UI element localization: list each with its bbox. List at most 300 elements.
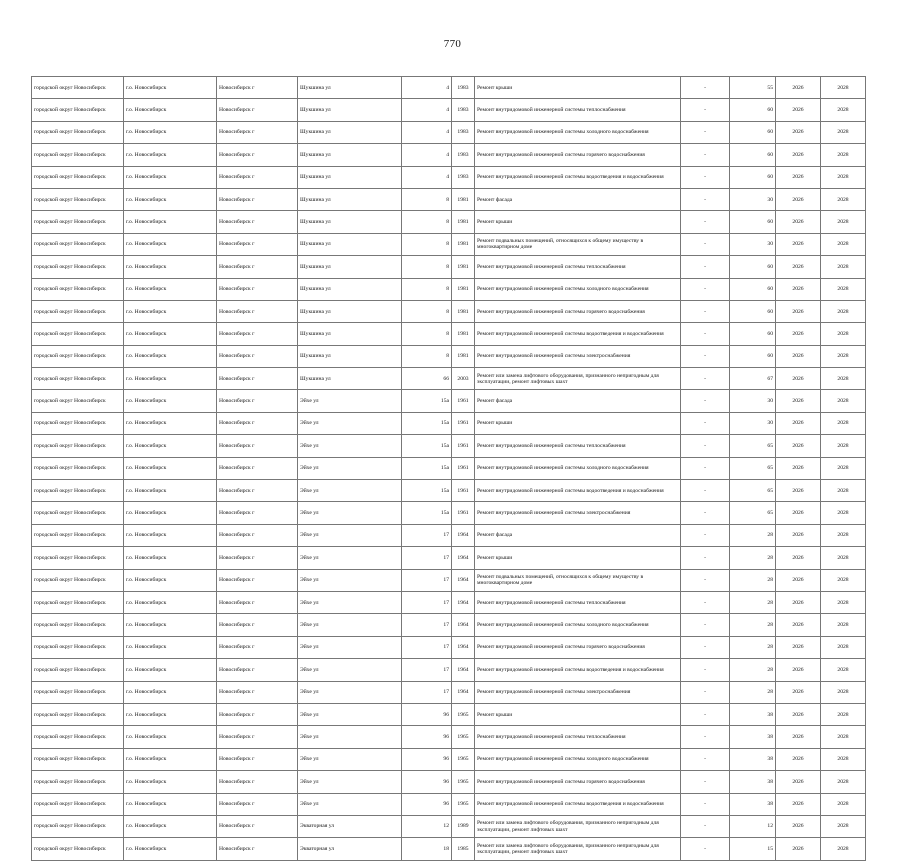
year-built-cell: 1965 [452,748,475,770]
dash-cell: - [681,77,730,99]
municipal-district-cell: городской округ Новосибирск [32,121,124,143]
street-cell: Эйхе ул [298,726,402,748]
table-row [32,77,866,99]
dash-cell: - [681,323,730,345]
settlement-cell: г.о. Новосибирск [124,726,217,748]
year-from-cell: 2026 [776,278,821,300]
settlement-cell: г.о. Новосибирск [124,614,217,636]
work-type-cell: Ремонт подвальных помещений, относящихся к общему имуществу в многоквартирном доме [475,233,681,255]
year-built-cell: 1961 [452,390,475,412]
house-number-cell: 96 [402,748,452,770]
municipal-district-cell: городской округ Новосибирск [32,502,124,524]
year-from-cell: 2026 [776,345,821,367]
municipal-district-cell: городской округ Новосибирск [32,166,124,188]
house-number-cell: 96 [402,703,452,725]
year-from-cell: 2026 [776,300,821,322]
settlement-cell: г.о. Новосибирск [124,166,217,188]
locality-cell: Новосибирск г [217,771,298,793]
work-type-cell: Ремонт или замена лифтового оборудования, признанного непригодным для эксплуатации, ремонт лифтовых шахт [475,838,681,860]
year-built-cell: 1964 [452,659,475,681]
house-number-cell: 8 [402,300,452,322]
year-to-cell: 2028 [821,390,866,412]
street-cell: Эйхе ул [298,681,402,703]
year-built-cell: 1981 [452,278,475,300]
work-type-cell: Ремонт или замена лифтового оборудования, признанного непригодным для эксплуатации, ремонт лифтовых шахт [475,368,681,390]
house-number-cell: 17 [402,569,452,591]
dash-cell: - [681,838,730,860]
year-from-cell: 2026 [776,793,821,815]
work-type-cell: Ремонт внутридомовой инженерной системы электроснабжения [475,345,681,367]
locality-cell: Новосибирск г [217,345,298,367]
street-cell: Эйхе ул [298,390,402,412]
year-to-cell: 2028 [821,569,866,591]
value-cell: 28 [730,681,776,703]
settlement-cell: г.о. Новосибирск [124,390,217,412]
dash-cell: - [681,390,730,412]
settlement-cell: г.о. Новосибирск [124,188,217,210]
year-to-cell: 2028 [821,480,866,502]
year-to-cell: 2028 [821,121,866,143]
year-to-cell: 2028 [821,457,866,479]
year-from-cell: 2026 [776,121,821,143]
dash-cell: - [681,591,730,613]
house-number-cell: 8 [402,278,452,300]
house-number-cell: 4 [402,144,452,166]
municipal-district-cell: городской округ Новосибирск [32,636,124,658]
house-number-cell: 15а [402,502,452,524]
locality-cell: Новосибирск г [217,457,298,479]
locality-cell: Новосибирск г [217,726,298,748]
municipal-district-cell: городской округ Новосибирск [32,233,124,255]
locality-cell: Новосибирск г [217,300,298,322]
settlement-cell: г.о. Новосибирск [124,838,217,860]
work-type-cell: Ремонт внутридомовой инженерной системы теплоснабжения [475,591,681,613]
house-number-cell: 17 [402,636,452,658]
settlement-cell: г.о. Новосибирск [124,591,217,613]
work-type-cell: Ремонт фасада [475,188,681,210]
house-number-cell: 15а [402,390,452,412]
value-cell: 55 [730,77,776,99]
work-type-cell: Ремонт внутридомовой инженерной системы теплоснабжения [475,435,681,457]
table-row [32,144,866,166]
municipal-district-cell: городской округ Новосибирск [32,569,124,591]
year-from-cell: 2026 [776,591,821,613]
house-number-cell: 8 [402,345,452,367]
street-cell: Эйхе ул [298,502,402,524]
municipal-district-cell: городской округ Новосибирск [32,815,124,837]
work-type-cell: Ремонт крыши [475,547,681,569]
year-built-cell: 1981 [452,345,475,367]
municipal-district-cell: городской округ Новосибирск [32,793,124,815]
municipal-district-cell: городской округ Новосибирск [32,211,124,233]
settlement-cell: г.о. Новосибирск [124,368,217,390]
year-to-cell: 2028 [821,278,866,300]
locality-cell: Новосибирск г [217,815,298,837]
street-cell: Шукшина ул [298,278,402,300]
year-built-cell: 1965 [452,726,475,748]
year-to-cell: 2028 [821,636,866,658]
value-cell: 38 [730,703,776,725]
value-cell: 30 [730,188,776,210]
municipal-district-cell: городской округ Новосибирск [32,681,124,703]
locality-cell: Новосибирск г [217,681,298,703]
table-row [32,166,866,188]
dash-cell: - [681,211,730,233]
work-type-cell: Ремонт внутридомовой инженерной системы холодного водоснабжения [475,748,681,770]
house-number-cell: 15а [402,457,452,479]
table-row [32,659,866,681]
value-cell: 28 [730,591,776,613]
table-row [32,614,866,636]
house-number-cell: 15а [402,412,452,434]
year-to-cell: 2028 [821,77,866,99]
street-cell: Эйхе ул [298,748,402,770]
work-type-cell: Ремонт фасада [475,524,681,546]
table-row [32,121,866,143]
value-cell: 15 [730,838,776,860]
table-row [32,793,866,815]
street-cell: Шукшина ул [298,144,402,166]
settlement-cell: г.о. Новосибирск [124,345,217,367]
year-from-cell: 2026 [776,211,821,233]
value-cell: 28 [730,614,776,636]
value-cell: 60 [730,99,776,121]
value-cell: 38 [730,726,776,748]
settlement-cell: г.о. Новосибирск [124,278,217,300]
municipal-district-cell: городской округ Новосибирск [32,256,124,278]
work-type-cell: Ремонт внутридомовой инженерной системы холодного водоснабжения [475,121,681,143]
settlement-cell: г.о. Новосибирск [124,502,217,524]
table-row [32,703,866,725]
settlement-cell: г.о. Новосибирск [124,211,217,233]
year-from-cell: 2026 [776,636,821,658]
settlement-cell: г.о. Новосибирск [124,480,217,502]
locality-cell: Новосибирск г [217,144,298,166]
settlement-cell: г.о. Новосибирск [124,256,217,278]
year-built-cell: 1981 [452,256,475,278]
year-to-cell: 2028 [821,524,866,546]
year-from-cell: 2026 [776,435,821,457]
municipal-district-cell: городской округ Новосибирск [32,591,124,613]
house-number-cell: 8 [402,256,452,278]
settlement-cell: г.о. Новосибирск [124,815,217,837]
locality-cell: Новосибирск г [217,524,298,546]
year-from-cell: 2026 [776,771,821,793]
year-to-cell: 2028 [821,166,866,188]
locality-cell: Новосибирск г [217,614,298,636]
municipal-district-cell: городской округ Новосибирск [32,659,124,681]
work-type-cell: Ремонт внутридомовой инженерной системы водоотведения и водоснабжения [475,659,681,681]
value-cell: 60 [730,144,776,166]
table-row [32,726,866,748]
value-cell: 60 [730,256,776,278]
settlement-cell: г.о. Новосибирск [124,748,217,770]
municipal-district-cell: городской округ Новосибирск [32,300,124,322]
year-built-cell: 1961 [452,412,475,434]
locality-cell: Новосибирск г [217,591,298,613]
year-built-cell: 1961 [452,502,475,524]
table-row [32,547,866,569]
street-cell: Эйхе ул [298,547,402,569]
house-number-cell: 4 [402,166,452,188]
municipal-district-cell: городской округ Новосибирск [32,77,124,99]
municipal-district-cell: городской округ Новосибирск [32,435,124,457]
year-from-cell: 2026 [776,815,821,837]
work-type-cell: Ремонт подвальных помещений, относящихся к общему имуществу в многоквартирном доме [475,569,681,591]
value-cell: 28 [730,547,776,569]
dash-cell: - [681,435,730,457]
street-cell: Эйхе ул [298,636,402,658]
year-to-cell: 2028 [821,838,866,860]
dash-cell: - [681,681,730,703]
dash-cell: - [681,412,730,434]
dash-cell: - [681,502,730,524]
table-row [32,480,866,502]
year-built-cell: 1961 [452,457,475,479]
locality-cell: Новосибирск г [217,838,298,860]
year-from-cell: 2026 [776,726,821,748]
year-from-cell: 2026 [776,166,821,188]
locality-cell: Новосибирск г [217,211,298,233]
dash-cell: - [681,815,730,837]
year-from-cell: 2026 [776,412,821,434]
house-number-cell: 17 [402,547,452,569]
table-row [32,390,866,412]
house-number-cell: 12 [402,815,452,837]
locality-cell: Новосибирск г [217,368,298,390]
municipal-district-cell: городской округ Новосибирск [32,524,124,546]
value-cell: 30 [730,412,776,434]
work-type-cell: Ремонт крыши [475,211,681,233]
settlement-cell: г.о. Новосибирск [124,569,217,591]
municipal-district-cell: городской округ Новосибирск [32,614,124,636]
street-cell: Шукшина ул [298,256,402,278]
dash-cell: - [681,748,730,770]
table-row [32,256,866,278]
table-row [32,300,866,322]
work-type-cell: Ремонт внутридомовой инженерной системы теплоснабжения [475,726,681,748]
value-cell: 12 [730,815,776,837]
settlement-cell: г.о. Новосибирск [124,524,217,546]
dash-cell: - [681,659,730,681]
value-cell: 38 [730,748,776,770]
year-from-cell: 2026 [776,233,821,255]
year-built-cell: 1981 [452,211,475,233]
municipal-district-cell: городской округ Новосибирск [32,838,124,860]
house-number-cell: 8 [402,188,452,210]
year-built-cell: 1965 [452,793,475,815]
street-cell: Шукшина ул [298,99,402,121]
street-cell: Шукшина ул [298,211,402,233]
year-to-cell: 2028 [821,412,866,434]
year-to-cell: 2028 [821,345,866,367]
table-row [32,457,866,479]
dash-cell: - [681,278,730,300]
house-number-cell: 15а [402,435,452,457]
street-cell: Эйхе ул [298,412,402,434]
house-number-cell: 8 [402,323,452,345]
work-type-cell: Ремонт внутридомовой инженерной системы холодного водоснабжения [475,457,681,479]
street-cell: Эйхе ул [298,591,402,613]
locality-cell: Новосибирск г [217,390,298,412]
year-from-cell: 2026 [776,144,821,166]
municipal-district-cell: городской округ Новосибирск [32,99,124,121]
municipal-district-cell: городской округ Новосибирск [32,703,124,725]
work-type-cell: Ремонт внутридомовой инженерной системы водоотведения и водоснабжения [475,166,681,188]
work-type-cell: Ремонт внутридомовой инженерной системы горячего водоснабжения [475,144,681,166]
year-to-cell: 2028 [821,99,866,121]
year-from-cell: 2026 [776,838,821,860]
municipal-district-cell: городской округ Новосибирск [32,144,124,166]
municipal-district-cell: городской округ Новосибирск [32,323,124,345]
table-row [32,345,866,367]
settlement-cell: г.о. Новосибирск [124,121,217,143]
house-number-cell: 17 [402,614,452,636]
year-built-cell: 1964 [452,569,475,591]
street-cell: Шукшина ул [298,368,402,390]
street-cell: Эйхе ул [298,793,402,815]
settlement-cell: г.о. Новосибирск [124,703,217,725]
year-built-cell: 1981 [452,323,475,345]
work-type-cell: Ремонт крыши [475,77,681,99]
dash-cell: - [681,368,730,390]
value-cell: 38 [730,771,776,793]
page-number: 770 [443,38,462,50]
municipal-district-cell: городской округ Новосибирск [32,278,124,300]
street-cell: Эйхе ул [298,457,402,479]
settlement-cell: г.о. Новосибирск [124,99,217,121]
dash-cell: - [681,300,730,322]
settlement-cell: г.о. Новосибирск [124,323,217,345]
settlement-cell: г.о. Новосибирск [124,233,217,255]
year-to-cell: 2028 [821,815,866,837]
dash-cell: - [681,166,730,188]
dash-cell: - [681,457,730,479]
street-cell: Шукшина ул [298,188,402,210]
dash-cell: - [681,703,730,725]
table-row [32,569,866,591]
locality-cell: Новосибирск г [217,793,298,815]
house-number-cell: 15а [402,480,452,502]
street-cell: Шукшина ул [298,121,402,143]
year-built-cell: 1961 [452,480,475,502]
value-cell: 67 [730,368,776,390]
locality-cell: Новосибирск г [217,636,298,658]
year-from-cell: 2026 [776,703,821,725]
municipal-district-cell: городской округ Новосибирск [32,368,124,390]
year-built-cell: 1964 [452,524,475,546]
table-row [32,278,866,300]
year-to-cell: 2028 [821,256,866,278]
year-to-cell: 2028 [821,502,866,524]
year-from-cell: 2026 [776,256,821,278]
table-row [32,681,866,703]
house-number-cell: 96 [402,793,452,815]
house-number-cell: 8 [402,233,452,255]
settlement-cell: г.о. Новосибирск [124,793,217,815]
year-from-cell: 2026 [776,99,821,121]
street-cell: Эйхе ул [298,703,402,725]
work-type-cell: Ремонт внутридомовой инженерной системы электроснабжения [475,681,681,703]
locality-cell: Новосибирск г [217,569,298,591]
year-built-cell: 1989 [452,815,475,837]
table-row [32,368,866,390]
year-built-cell: 1981 [452,188,475,210]
municipal-district-cell: городской округ Новосибирск [32,390,124,412]
street-cell: Шукшина ул [298,345,402,367]
value-cell: 38 [730,793,776,815]
year-from-cell: 2026 [776,368,821,390]
year-from-cell: 2026 [776,569,821,591]
street-cell: Эйхе ул [298,659,402,681]
work-type-cell: Ремонт внутридомовой инженерной системы горячего водоснабжения [475,300,681,322]
house-number-cell: 8 [402,211,452,233]
settlement-cell: г.о. Новосибирск [124,300,217,322]
year-built-cell: 1985 [452,838,475,860]
dash-cell: - [681,233,730,255]
dash-cell: - [681,121,730,143]
locality-cell: Новосибирск г [217,480,298,502]
year-built-cell: 1964 [452,547,475,569]
year-built-cell: 1983 [452,121,475,143]
dash-cell: - [681,569,730,591]
dash-cell: - [681,793,730,815]
dash-cell: - [681,614,730,636]
dash-cell: - [681,144,730,166]
house-number-cell: 4 [402,99,452,121]
municipal-district-cell: городской округ Новосибирск [32,345,124,367]
locality-cell: Новосибирск г [217,166,298,188]
dash-cell: - [681,480,730,502]
dash-cell: - [681,188,730,210]
value-cell: 60 [730,323,776,345]
house-number-cell: 17 [402,681,452,703]
year-to-cell: 2028 [821,703,866,725]
municipal-district-cell: городской округ Новосибирск [32,480,124,502]
settlement-cell: г.о. Новосибирск [124,636,217,658]
municipal-district-cell: городской округ Новосибирск [32,771,124,793]
year-to-cell: 2028 [821,793,866,815]
house-number-cell: 4 [402,121,452,143]
work-type-cell: Ремонт внутридомовой инженерной системы водоотведения и водоснабжения [475,480,681,502]
municipal-district-cell: городской округ Новосибирск [32,726,124,748]
year-from-cell: 2026 [776,748,821,770]
table-row [32,211,866,233]
street-cell: Эйхе ул [298,614,402,636]
work-type-cell: Ремонт внутридомовой инженерной системы холодного водоснабжения [475,614,681,636]
dash-cell: - [681,726,730,748]
year-from-cell: 2026 [776,614,821,636]
year-from-cell: 2026 [776,547,821,569]
work-type-cell: Ремонт фасада [475,390,681,412]
street-cell: Экваторная ул [298,838,402,860]
locality-cell: Новосибирск г [217,435,298,457]
locality-cell: Новосибирск г [217,323,298,345]
table-row [32,815,866,837]
year-to-cell: 2028 [821,144,866,166]
table-row [32,502,866,524]
year-from-cell: 2026 [776,681,821,703]
work-type-cell: Ремонт внутридомовой инженерной системы горячего водоснабжения [475,636,681,658]
municipal-district-cell: городской округ Новосибирск [32,188,124,210]
locality-cell: Новосибирск г [217,547,298,569]
work-type-cell: Ремонт крыши [475,703,681,725]
year-to-cell: 2028 [821,726,866,748]
work-type-cell: Ремонт или замена лифтового оборудования, признанного непригодным для эксплуатации, ремонт лифтовых шахт [475,815,681,837]
street-cell: Эйхе ул [298,435,402,457]
house-number-cell: 17 [402,659,452,681]
locality-cell: Новосибирск г [217,99,298,121]
